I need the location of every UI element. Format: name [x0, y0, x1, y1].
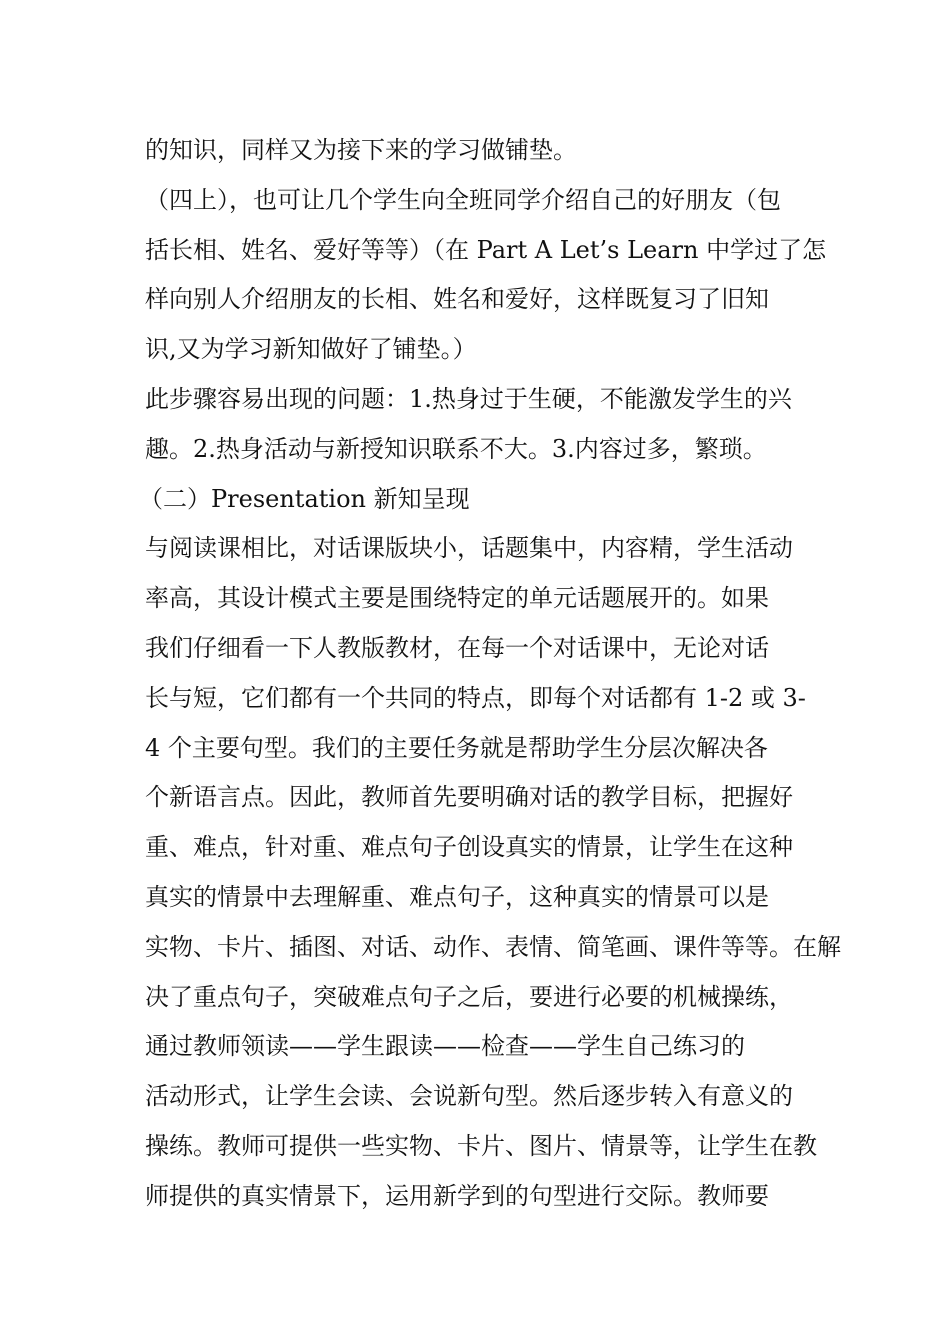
text-line-6: 此步骤容易出现的问题：1.热身过于生硬，不能激发学生的兴: [145, 384, 792, 413]
section-heading-presentation: （二）Presentation 新知呈现: [139, 484, 470, 513]
text-line-16: 真实的情景中去理解重、难点句子，这种真实的情景可以是: [145, 882, 769, 911]
text-line-17: 实物、卡片、插图、对话、动作、表情、简笔画、课件等等。在解: [145, 932, 841, 961]
text-line-7: 趣。2.热身活动与新授知识联系不大。3.内容过多，繁琐。: [145, 434, 767, 463]
text-line-15: 重、难点，针对重、难点句子创设真实的情景，让学生在这种: [145, 833, 793, 862]
text-line-4: 样向别人介绍朋友的长相、姓名和爱好，这样既复习了旧知: [145, 285, 769, 314]
text-line-19: 通过教师领读——学生跟读——检查——学生自己练习的: [145, 1032, 745, 1061]
text-line-12: 长与短，它们都有一个共同的特点，即每个对话都有 1-2 或 3-: [145, 683, 806, 712]
document-page: [139, 126, 841, 1222]
text-line-5: 识,又为学习新知做好了铺垫。）: [145, 335, 477, 364]
text-line-20: 活动形式，让学生会读、会说新句型。然后逐步转入有意义的: [145, 1082, 793, 1111]
text-line-14: 个新语言点。因此，教师首先要明确对话的教学目标，把握好: [145, 783, 793, 812]
text-line-22: 师提供的真实情景下，运用新学到的句型进行交际。教师要: [145, 1181, 769, 1210]
text-line-10: 率高，其设计模式主要是围绕特定的单元话题展开的。如果: [145, 584, 769, 613]
text-line-1: 的知识，同样又为接下来的学习做铺垫。: [145, 136, 577, 164]
text-line-18: 决了重点句子，突破难点句子之后，要进行必要的机械操练，: [145, 982, 793, 1011]
text-line-11: 我们仔细看一下人教版教材，在每一个对话课中，无论对话: [145, 633, 769, 662]
text-line-2: （四上），也可让几个学生向全班同学介绍自己的好朋友（包: [145, 185, 781, 214]
text-line-21: 操练。教师可提供一些实物、卡片、图片、情景等，让学生在教: [145, 1131, 817, 1160]
text-line-3: 括长相、姓名、爱好等等）（在 Part A Let’s Learn 中学过了怎: [145, 235, 827, 264]
text-line-13: 4 个主要句型。我们的主要任务就是帮助学生分层次解决各: [145, 733, 768, 762]
text-line-9: 与阅读课相比，对话课版块小，话题集中，内容精，学生活动: [145, 534, 793, 563]
